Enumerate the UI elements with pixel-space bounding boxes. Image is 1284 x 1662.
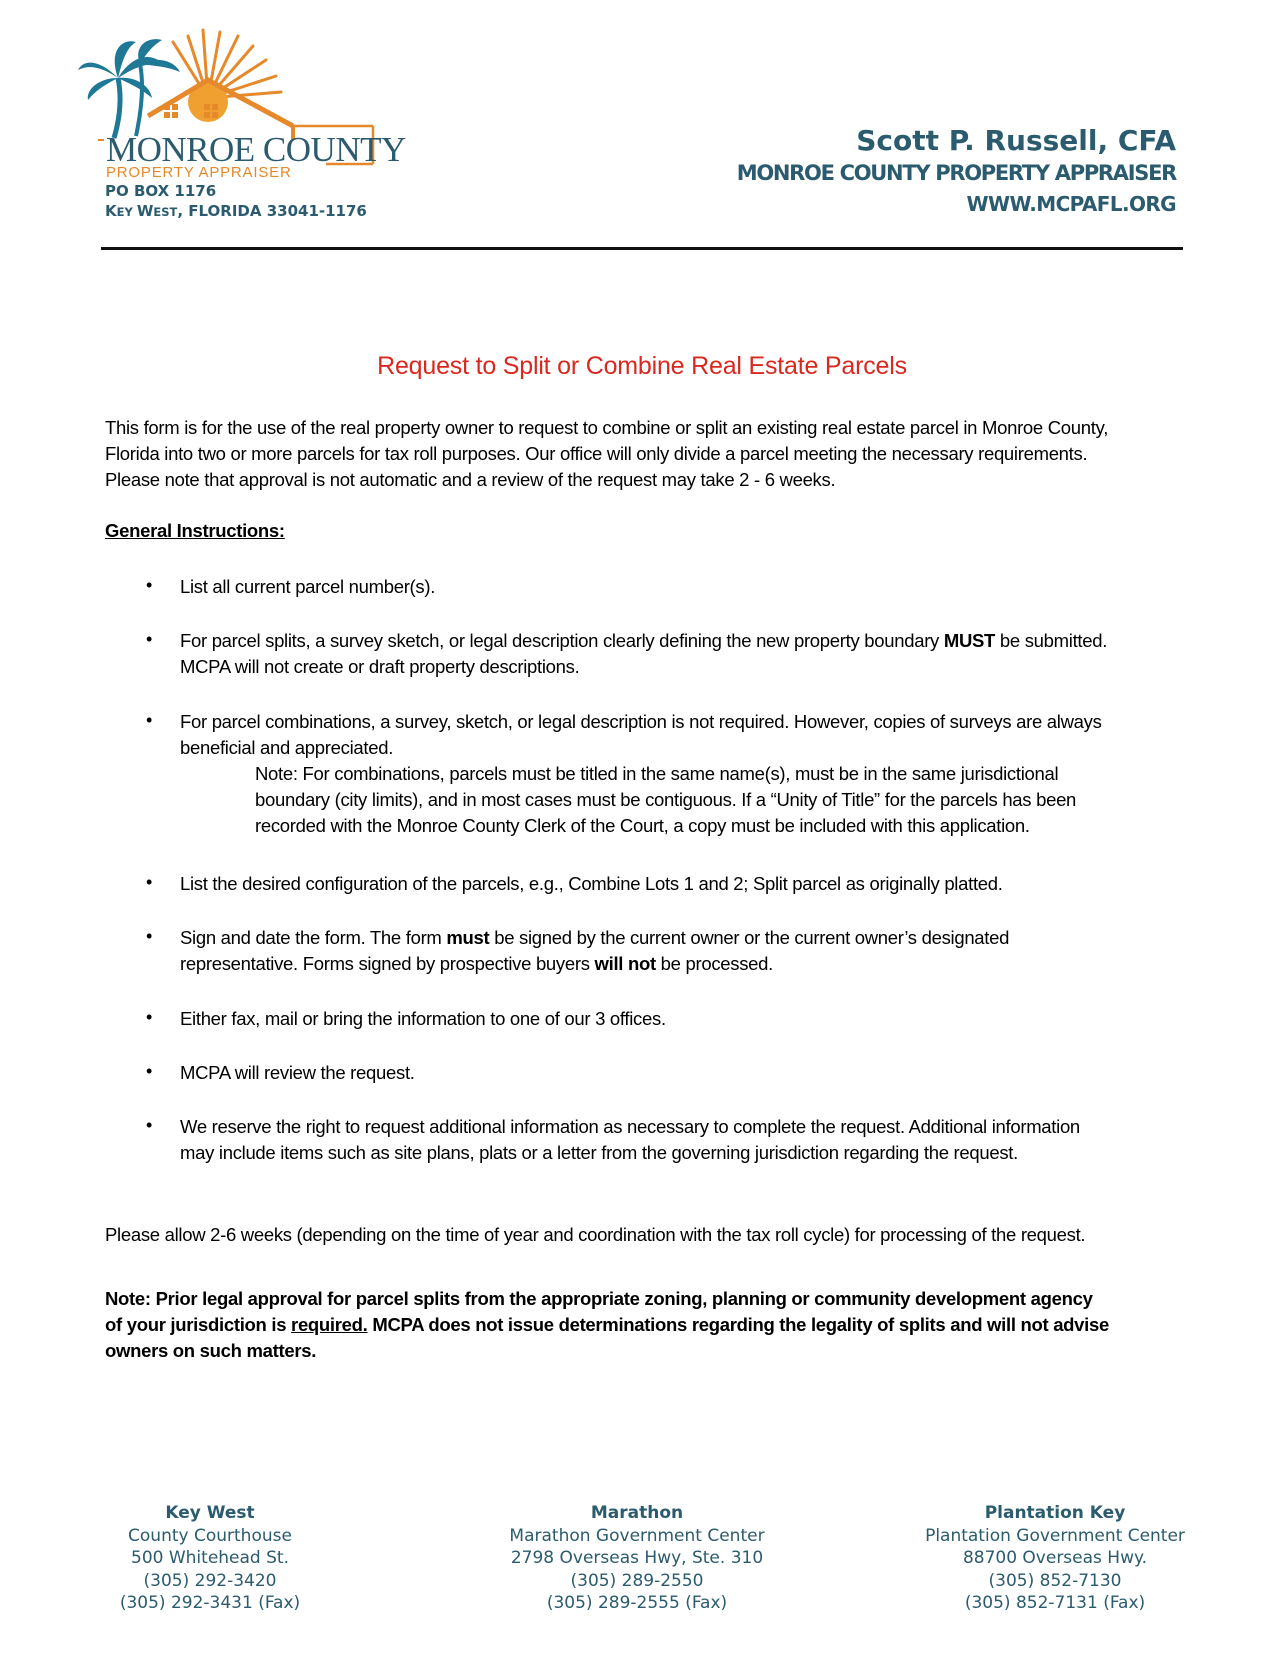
logo-subtitle: PROPERTY APPRAISER — [106, 164, 292, 181]
bullet-icon: • — [146, 710, 153, 730]
appraiser-name: Scott P. Russell, CFA — [856, 124, 1176, 157]
list-item: For parcel splits, a survey sketch, or legal description clearly defining the new property boundary MUST be submitted. MCPA will not create or draft property descriptions. — [180, 630, 1108, 677]
bullet-icon: • — [146, 926, 153, 946]
intro-paragraph: This form is for the use of the real property owner to request to combine or split an existing real estate parcel in Monroe County, Florida into two or more parcels for tax roll purposes. Our office will only divide a parcel meeting the necessary requirements. Please note that approval is not automatic and a review of the request may take 2 - 6 weeks. — [105, 417, 1109, 490]
header-divider — [101, 247, 1183, 250]
list-item: For parcel combinations, a survey, sketch, or legal description is not required. However, copies of surveys are always beneficial and appreciated. — [180, 711, 1102, 758]
office-name: Marathon — [590, 1503, 684, 1523]
bullet-icon: • — [146, 1007, 153, 1027]
list-item: Either fax, mail or bring the information to one of our 3 offices. — [180, 1008, 666, 1029]
list-item: We reserve the right to request additional information as necessary to complete the request. Additional information may include items such as site plans, plats or a letter from the governing jurisdiction regarding the request. — [180, 1116, 1080, 1163]
office-key-west: Key West County Courthouse 500 Whitehead St. (305) 292-3420 (305) 292-3431 (Fax) — [45, 1502, 375, 1615]
logo-title: MONROE COUNTY — [106, 130, 406, 169]
office-name: Key West — [165, 1503, 255, 1523]
bullet-icon: • — [146, 575, 153, 595]
office-plantation-key: Plantation Key Plantation Government Center 88700 Overseas Hwy. (305) 852-7130 (305) 852-7131 (Fax) — [890, 1502, 1220, 1615]
list-item: MCPA will review the request. — [180, 1062, 415, 1083]
list-item: List the desired configuration of the parcels, e.g., Combine Lots 1 and 2; Split parcel as originally platted. — [180, 873, 1003, 894]
bullet-icon: • — [146, 629, 153, 649]
address-line-2: KEY WEST, FLORIDA 33041-1176 — [105, 202, 367, 220]
office-name: Plantation Key — [984, 1503, 1126, 1523]
bullet-icon: • — [146, 872, 153, 892]
instructions-heading: General Instructions: — [105, 520, 285, 541]
bullet-icon: • — [146, 1115, 153, 1135]
office-name: MONROE COUNTY PROPERTY APPRAISER — [736, 161, 1176, 185]
office-marathon: Marathon Marathon Government Center 2798 Overseas Hwy, Ste. 310 (305) 289-2550 (305) 289-2555 (Fax) — [472, 1502, 802, 1615]
form-title: Request to Split or Combine Real Estate Parcels — [377, 352, 907, 380]
website-link[interactable]: WWW.MCPAFL.ORG — [966, 192, 1176, 216]
processing-note: Please allow 2-6 weeks (depending on the time of year and coordination with the tax roll cycle) for processing of the request. — [105, 1224, 1086, 1245]
list-item: Sign and date the form. The form must be signed by the current owner or the current owner’s designated representative. Forms signed by prospective buyers will not be processed. — [180, 927, 1010, 974]
legal-note: Note: Prior legal approval for parcel splits from the appropriate zoning, planning or community development agency of your jurisdiction is required. MCPA does not issue determinations regarding the legality of splits and will not advise owners on such matters. — [105, 1288, 1109, 1361]
bullet-icon: • — [146, 1061, 153, 1081]
list-item: List all current parcel number(s). — [180, 576, 436, 597]
combination-note: Note: For combinations, parcels must be titled in the same name(s), must be in the same jurisdictional boundary (city limits), and in most cases must be contiguous. If a “Unity of Title” for the parcels has been recorded with the Monroe County Clerk of the Court, a copy must be included with this application. — [255, 763, 1077, 836]
logo — [78, 28, 406, 181]
address-line-1: PO BOX 1176 — [105, 182, 217, 200]
